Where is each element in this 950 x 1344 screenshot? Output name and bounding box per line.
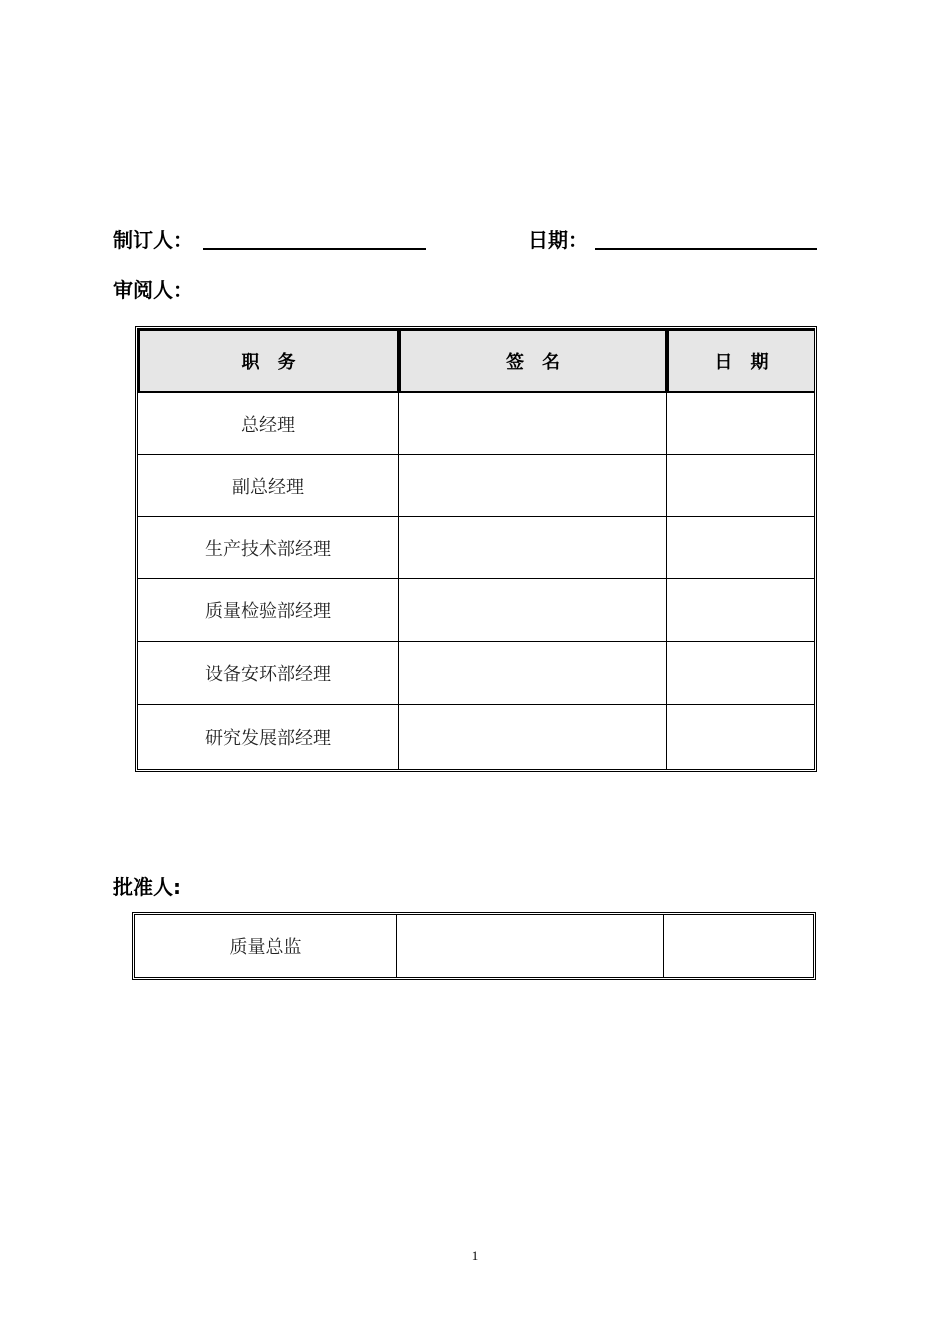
table-row (138, 579, 814, 642)
position-cell: 研究发展部经理 (138, 705, 399, 769)
date-signature-line[interactable] (595, 248, 817, 250)
date-cell[interactable] (667, 393, 814, 455)
column-header-position: 职 务 (138, 329, 399, 393)
date-label: 日期： (528, 228, 588, 252)
page-number: 1 (471, 1248, 479, 1263)
position-cell: 设备安环部经理 (138, 642, 399, 705)
signature-cell[interactable] (399, 517, 667, 579)
date-cell[interactable] (664, 915, 813, 977)
review-table-header (138, 329, 814, 393)
position-cell: 质量总监 (135, 915, 397, 977)
table-row (135, 915, 813, 977)
position-cell: 质量检验部经理 (138, 579, 399, 642)
signature-cell[interactable] (399, 393, 667, 455)
table-row (138, 393, 814, 455)
position-cell: 生产技术部经理 (138, 517, 399, 579)
date-cell[interactable] (667, 579, 814, 642)
column-header-signature: 签 名 (399, 329, 667, 393)
drafter-label: 制订人： (113, 228, 193, 252)
reviewer-label: 审阅人： (113, 278, 193, 302)
date-cell[interactable] (667, 517, 814, 579)
signature-cell[interactable] (399, 455, 667, 517)
signature-cell[interactable] (399, 705, 667, 769)
position-cell: 总经理 (138, 393, 399, 455)
drafter-signature-line[interactable] (203, 248, 426, 250)
review-table (135, 326, 817, 772)
signature-cell[interactable] (397, 915, 664, 977)
date-cell[interactable] (667, 642, 814, 705)
approval-table (132, 912, 816, 980)
table-row (138, 517, 814, 579)
table-row (138, 642, 814, 705)
column-header-date: 日 期 (667, 329, 814, 393)
signature-cell[interactable] (399, 642, 667, 705)
approver-label: 批准人: (113, 875, 181, 899)
table-row (138, 455, 814, 517)
date-cell[interactable] (667, 705, 814, 769)
position-cell: 副总经理 (138, 455, 399, 517)
date-cell[interactable] (667, 455, 814, 517)
signature-cell[interactable] (399, 579, 667, 642)
table-row (138, 705, 814, 769)
